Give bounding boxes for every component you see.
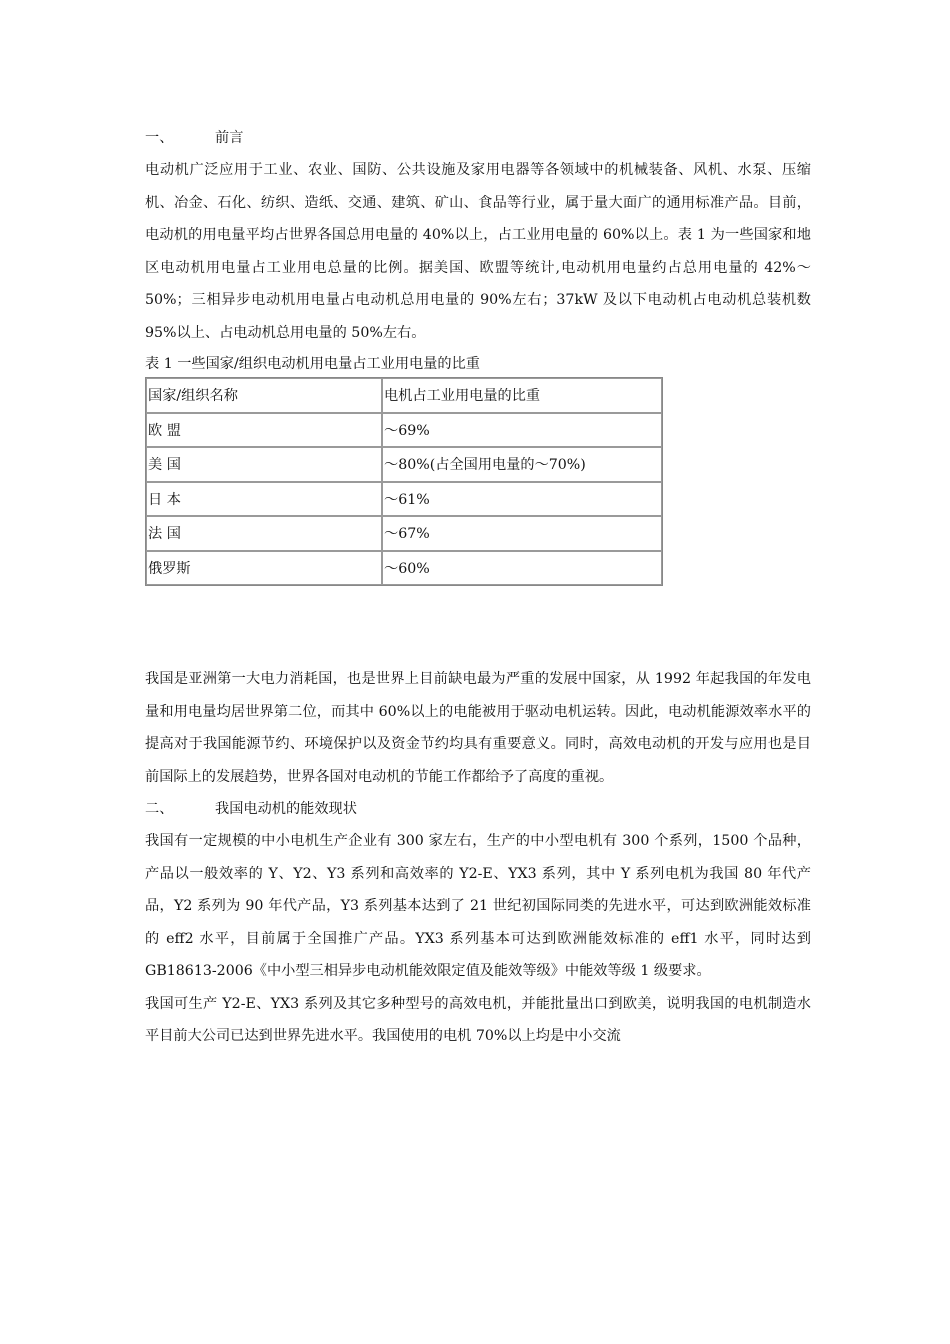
table-header-cell: 国家/组织名称 — [146, 378, 382, 413]
table-header-row — [146, 378, 662, 413]
section-number: 一、 — [145, 130, 174, 146]
table-cell-share: ～80%(占全国用电量的～70%) — [382, 447, 662, 482]
table-cell-country: 法 国 — [146, 516, 382, 551]
motor-share-table — [145, 377, 663, 586]
table-cell-country: 日 本 — [146, 482, 382, 517]
spacer — [145, 586, 811, 663]
document-body — [145, 122, 811, 1053]
section-heading-status — [145, 793, 811, 825]
paragraph-export: 我国可生产 Y2-E、YX3 系列及其它多种型号的高效电机，并能批量出口到欧美，说明我国的电机制造水平目前大公司已达到世界先进水平。我国使用的电机 70%以上均是中小交流 — [145, 995, 811, 1044]
table-cell-country: 欧 盟 — [146, 413, 382, 448]
table-cell-share: ～60% — [382, 551, 662, 586]
table-cell-share: ～61% — [382, 482, 662, 517]
table-row — [146, 447, 662, 482]
table-row — [146, 482, 662, 517]
table-row — [146, 516, 662, 551]
table-row — [146, 413, 662, 448]
paragraph-manufacturers: 我国有一定规模的中小电机生产企业有 300 家左右，生产的中小型电机有 300 个系列，1500 个品种，产品以一般效率的 Y、Y2、Y3 系列和高效率的 Y2-E、YX3 系列，其中 Y 系列电机为我国 80 年代产品，Y2 系列为 90 年代产品，Y3 系列基本达到了 21 世纪初国际同类的先进水平，可达到欧洲能效标准的 eff2 水平，目前属于全国推广产品。YX3 系列基本可达到欧洲能效标准的 eff1 水平，同时达到 GB18613-2006《中小型三相异步电动机能效限定值及能效等级》中能效等级 1 级要求。 — [145, 833, 811, 979]
paragraph-china-consumption: 我国是亚洲第一大电力消耗国，也是世界上目前缺电最为严重的发展中国家，从 1992 年起我国的年发电量和用电量均居世界第二位，而其中 60%以上的电能被用于驱动电机运转。因此，电动机能源效率水平的提高对于我国能源节约、环境保护以及资金节约均具有重要意义。同时，高效电动机的开发与应用也是目前国际上的发展趋势，世界各国对电动机的节能工作都给予了高度的重视。 — [145, 671, 811, 785]
table-cell-share: ～67% — [382, 516, 662, 551]
section-number: 二、 — [145, 801, 174, 817]
table-cell-share: ～69% — [382, 413, 662, 448]
table-row — [146, 551, 662, 586]
section-heading-preface — [145, 122, 811, 154]
table-cell-country: 俄罗斯 — [146, 551, 382, 586]
table-cell-country: 美 国 — [146, 447, 382, 482]
table-header-cell: 电机占工业用电量的比重 — [382, 378, 662, 413]
section-title: 我国电动机的能效现状 — [215, 801, 357, 817]
table-caption: 表 1 一些国家/组织电动机用电量占工业用电量的比重 — [145, 356, 480, 372]
section-title: 前言 — [215, 130, 244, 146]
table-body — [146, 378, 662, 585]
paragraph-intro: 电动机广泛应用于工业、农业、国防、公共设施及家用电器等各领域中的机械装备、风机、水泵、压缩机、冶金、石化、纺织、造纸、交通、建筑、矿山、食品等行业，属于量大面广的通用标准产品。目前，电动机的用电量平均占世界各国总用电量的 40%以上，占工业用电量的 60%以上。表 1 为一些国家和地区电动机用电量占工业用电总量的比例。据美国、欧盟等统计,电动机用电量约占总用电量的 42%～50%；三相异步电动机用电量占电动机总用电量的 90%左右；37kW 及以下电动机占电动机总装机数 95%以上、占电动机总用电量的 50%左右。 — [145, 162, 811, 341]
